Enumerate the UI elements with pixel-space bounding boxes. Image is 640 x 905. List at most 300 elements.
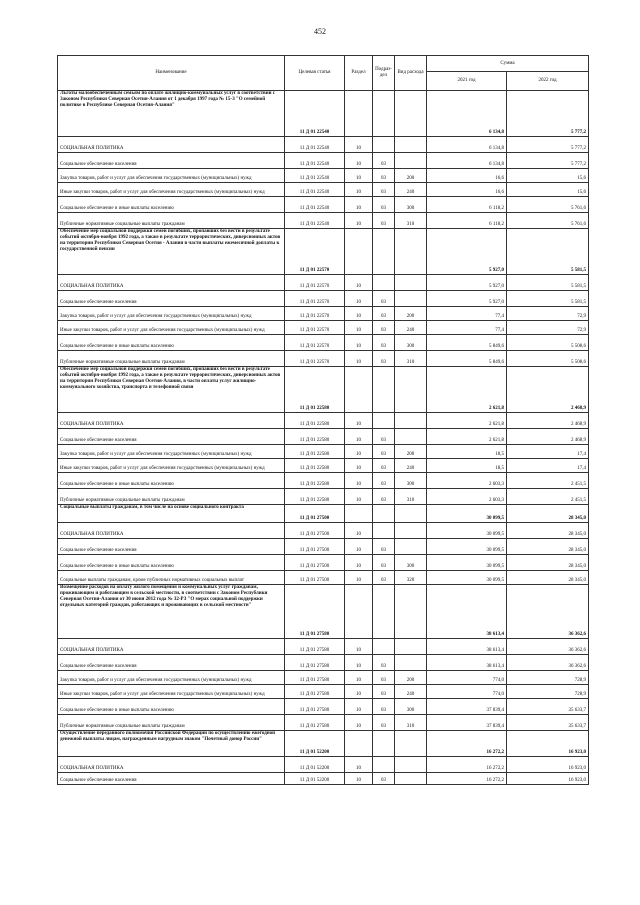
row-razdel: 10 xyxy=(345,685,373,699)
row-value-2021: 16 272,2 xyxy=(427,773,507,785)
row-value-2021: 37 839,4 xyxy=(427,699,507,715)
row-value-2022: 28 345,0 xyxy=(507,505,589,523)
row-vid: 200 xyxy=(395,445,427,459)
row-vid xyxy=(395,413,427,429)
row-razdel: 10 xyxy=(345,523,373,539)
row-vid xyxy=(395,91,427,137)
row-code: 11 Д 01 22540 xyxy=(285,197,345,213)
row-value-2021: 5 849,6 xyxy=(427,335,507,351)
row-code: 11 Д 01 52200 xyxy=(285,731,345,757)
row-value-2022: 5 777,2 xyxy=(507,137,589,153)
row-value-2021: 6 134,8 xyxy=(427,137,507,153)
row-code: 11 Д 01 22580 xyxy=(285,473,345,489)
header-row xyxy=(58,56,589,72)
row-value-2021: 6 118,2 xyxy=(427,197,507,213)
table-row xyxy=(58,321,589,335)
row-name: Закупка товаров, работ и услуг для обеспечения государственных (муниципальных) нужд xyxy=(58,169,285,183)
row-vid xyxy=(395,367,427,413)
row-value-2021: 5 927,0 xyxy=(427,229,507,275)
row-value-2022: 5 777,2 xyxy=(507,91,589,137)
header-vid: Вид расхода xyxy=(395,56,427,91)
row-name: Социальные выплаты гражданам, в том числе на основе социального контракта xyxy=(58,505,285,523)
row-code: 11 Д 01 27580 xyxy=(285,655,345,671)
row-value-2022: 36 362,6 xyxy=(507,655,589,671)
row-value-2022: 5 761,6 xyxy=(507,213,589,229)
row-podrazdel xyxy=(373,367,395,413)
budget-table xyxy=(57,55,589,785)
table-body xyxy=(58,91,589,785)
row-vid xyxy=(395,773,427,785)
row-value-2022: 35 633,7 xyxy=(507,699,589,715)
table-row xyxy=(58,473,589,489)
row-podrazdel: 03 xyxy=(373,715,395,731)
table-row xyxy=(58,539,589,555)
table-row xyxy=(58,699,589,715)
row-name: Социальное обеспечение и иные выплаты населению xyxy=(58,197,285,213)
row-name: СОЦИАЛЬНАЯ ПОЛИТИКА xyxy=(58,275,285,291)
row-vid: 240 xyxy=(395,685,427,699)
row-name: Социальное обеспечение и иные выплаты населению xyxy=(58,335,285,351)
table-row xyxy=(58,715,589,731)
row-vid xyxy=(395,655,427,671)
row-value-2022: 16 923,0 xyxy=(507,757,589,773)
table-row xyxy=(58,655,589,671)
row-podrazdel: 03 xyxy=(373,671,395,685)
row-name: Социальные выплаты гражданам, кроме публичных нормативных социальных выплат xyxy=(58,571,285,585)
row-podrazdel: 03 xyxy=(373,307,395,321)
row-vid: 300 xyxy=(395,335,427,351)
row-value-2021: 6 118,2 xyxy=(427,213,507,229)
row-name: Иные закупки товаров, работ и услуг для обеспечения государственных (муниципальных) нужд xyxy=(58,685,285,699)
row-podrazdel xyxy=(373,275,395,291)
row-value-2022: 2 451,5 xyxy=(507,489,589,505)
page-number: 452 xyxy=(314,27,326,36)
row-vid: 240 xyxy=(395,321,427,335)
table-row xyxy=(58,731,589,757)
row-razdel: 10 xyxy=(345,757,373,773)
row-razdel: 10 xyxy=(345,153,373,169)
row-code: 11 Д 01 22570 xyxy=(285,321,345,335)
row-vid: 200 xyxy=(395,307,427,321)
row-podrazdel xyxy=(373,639,395,655)
row-razdel: 10 xyxy=(345,539,373,555)
row-code: 11 Д 01 52200 xyxy=(285,757,345,773)
row-vid xyxy=(395,275,427,291)
table-row xyxy=(58,351,589,367)
row-name: СОЦИАЛЬНАЯ ПОЛИТИКА xyxy=(58,523,285,539)
row-podrazdel xyxy=(373,137,395,153)
row-podrazdel: 03 xyxy=(373,335,395,351)
table-row xyxy=(58,445,589,459)
table-row xyxy=(58,137,589,153)
row-razdel: 10 xyxy=(345,275,373,291)
row-value-2021: 38 613,4 xyxy=(427,639,507,655)
row-value-2021: 2 603,3 xyxy=(427,489,507,505)
row-value-2021: 30 099,5 xyxy=(427,555,507,571)
row-value-2021: 37 839,4 xyxy=(427,715,507,731)
header-code: Целевая статья xyxy=(285,56,345,91)
row-code: 11 Д 01 22570 xyxy=(285,291,345,307)
row-name: Обеспечение мер социальной поддержки семей погибших, пропавших без вести в результате событий октября-ноября 1992 года, а также в результате террористических, диверсионных актов на территории Республики Северная Осетия-Алания, в части оплаты услуг жилищно-коммунального хозяйства, транспорта и телефонной связи xyxy=(58,367,285,413)
row-podrazdel xyxy=(373,523,395,539)
table-row xyxy=(58,229,589,275)
row-code: 11 Д 01 22570 xyxy=(285,335,345,351)
row-code: 11 Д 01 52200 xyxy=(285,773,345,785)
row-vid: 310 xyxy=(395,715,427,731)
row-razdel xyxy=(345,731,373,757)
row-name: Закупка товаров, работ и услуг для обеспечения государственных (муниципальных) нужд xyxy=(58,307,285,321)
table-row xyxy=(58,505,589,523)
row-code: 11 Д 01 22570 xyxy=(285,351,345,367)
table-row xyxy=(58,367,589,413)
row-razdel: 10 xyxy=(345,183,373,197)
row-razdel: 10 xyxy=(345,489,373,505)
row-vid xyxy=(395,291,427,307)
row-value-2021: 5 849,6 xyxy=(427,351,507,367)
header-name: Наименование xyxy=(58,56,285,91)
row-value-2022: 728,9 xyxy=(507,671,589,685)
row-razdel: 10 xyxy=(345,571,373,585)
row-vid xyxy=(395,639,427,655)
table-row xyxy=(58,757,589,773)
row-value-2021: 16,6 xyxy=(427,183,507,197)
row-name: Публичные нормативные социальные выплаты гражданам xyxy=(58,213,285,229)
row-value-2022: 36 362,6 xyxy=(507,639,589,655)
row-razdel xyxy=(345,585,373,639)
row-vid: 310 xyxy=(395,351,427,367)
row-name: Льготы малообеспеченным семьям по оплате жилищно-коммунальных услуг в соответствии с Законом Республики Северная Осетия-Алания от 1 декабря 1997 года № 15-З "О семейной политике в Республике Северная Осетия-Алания" xyxy=(58,91,285,137)
row-podrazdel xyxy=(373,229,395,275)
row-vid xyxy=(395,429,427,445)
row-value-2022: 2 468,9 xyxy=(507,367,589,413)
row-podrazdel xyxy=(373,505,395,523)
row-razdel: 10 xyxy=(345,197,373,213)
table-row xyxy=(58,571,589,585)
row-code: 11 Д 01 22580 xyxy=(285,459,345,473)
row-code: 11 Д 01 22580 xyxy=(285,367,345,413)
row-podrazdel: 03 xyxy=(373,539,395,555)
row-podrazdel: 03 xyxy=(373,685,395,699)
row-code: 11 Д 01 27500 xyxy=(285,539,345,555)
row-value-2021: 774,0 xyxy=(427,671,507,685)
row-name: СОЦИАЛЬНАЯ ПОЛИТИКА xyxy=(58,137,285,153)
row-value-2022: 35 633,7 xyxy=(507,715,589,731)
row-podrazdel: 03 xyxy=(373,183,395,197)
row-value-2021: 18,5 xyxy=(427,459,507,473)
table-row xyxy=(58,773,589,785)
table-row xyxy=(58,153,589,169)
row-vid: 200 xyxy=(395,671,427,685)
row-podrazdel xyxy=(373,731,395,757)
row-vid xyxy=(395,757,427,773)
header-sum: Сумма xyxy=(427,56,589,72)
row-value-2021: 16 272,2 xyxy=(427,757,507,773)
row-value-2022: 16 923,0 xyxy=(507,731,589,757)
row-razdel: 10 xyxy=(345,307,373,321)
row-value-2021: 774,0 xyxy=(427,685,507,699)
table-row xyxy=(58,685,589,699)
row-name: СОЦИАЛЬНАЯ ПОЛИТИКА xyxy=(58,413,285,429)
row-value-2022: 16 923,0 xyxy=(507,773,589,785)
row-vid: 300 xyxy=(395,699,427,715)
row-podrazdel: 03 xyxy=(373,169,395,183)
row-name: Закупка товаров, работ и услуг для обеспечения государственных (муниципальных) нужд xyxy=(58,671,285,685)
row-code: 11 Д 01 22570 xyxy=(285,307,345,321)
row-value-2022: 5 761,6 xyxy=(507,197,589,213)
row-razdel: 10 xyxy=(345,335,373,351)
row-code: 11 Д 01 27580 xyxy=(285,671,345,685)
row-name: Обеспечение мер социальной поддержки семей погибших, пропавших без вести в результате событий октября-ноября 1992 года, а также в результате террористических, диверсионных актов на территории Республики Северная Осетия - Алания в части выплаты ежемесячной доплаты к государственной пенсии xyxy=(58,229,285,275)
row-code: 11 Д 01 27500 xyxy=(285,571,345,585)
header-year-2021: 2021 год xyxy=(427,72,507,91)
row-razdel: 10 xyxy=(345,459,373,473)
row-razdel xyxy=(345,91,373,137)
table-row xyxy=(58,639,589,655)
row-value-2022: 15,6 xyxy=(507,169,589,183)
row-podrazdel: 03 xyxy=(373,445,395,459)
table-row xyxy=(58,197,589,213)
row-podrazdel xyxy=(373,585,395,639)
row-podrazdel: 03 xyxy=(373,489,395,505)
table-row xyxy=(58,275,589,291)
row-podrazdel: 03 xyxy=(373,473,395,489)
table-row xyxy=(58,307,589,321)
row-razdel: 10 xyxy=(345,213,373,229)
row-code: 11 Д 01 27580 xyxy=(285,685,345,699)
table-row xyxy=(58,585,589,639)
row-vid: 200 xyxy=(395,169,427,183)
row-podrazdel: 03 xyxy=(373,655,395,671)
row-value-2022: 5 581,5 xyxy=(507,229,589,275)
row-vid xyxy=(395,539,427,555)
row-razdel: 10 xyxy=(345,699,373,715)
table-row xyxy=(58,335,589,351)
row-value-2021: 38 613,4 xyxy=(427,585,507,639)
row-vid: 240 xyxy=(395,459,427,473)
row-razdel: 10 xyxy=(345,671,373,685)
row-name: Социальное обеспечение и иные выплаты населению xyxy=(58,473,285,489)
row-razdel: 10 xyxy=(345,351,373,367)
row-razdel xyxy=(345,505,373,523)
table-row xyxy=(58,489,589,505)
row-value-2021: 77,4 xyxy=(427,321,507,335)
row-value-2022: 36 362,6 xyxy=(507,585,589,639)
row-vid: 300 xyxy=(395,555,427,571)
row-name: Публичные нормативные социальные выплаты гражданам xyxy=(58,715,285,731)
row-razdel: 10 xyxy=(345,445,373,459)
row-razdel: 10 xyxy=(345,473,373,489)
row-podrazdel: 03 xyxy=(373,351,395,367)
row-value-2021: 2 621,8 xyxy=(427,367,507,413)
row-podrazdel: 03 xyxy=(373,459,395,473)
row-razdel: 10 xyxy=(345,655,373,671)
row-value-2021: 77,4 xyxy=(427,307,507,321)
row-name: СОЦИАЛЬНАЯ ПОЛИТИКА xyxy=(58,757,285,773)
row-code: 11 Д 01 22540 xyxy=(285,153,345,169)
row-code: 11 Д 01 27580 xyxy=(285,699,345,715)
row-value-2021: 16 272,2 xyxy=(427,731,507,757)
row-podrazdel: 03 xyxy=(373,197,395,213)
row-value-2021: 6 134,8 xyxy=(427,153,507,169)
row-razdel: 10 xyxy=(345,715,373,731)
row-code: 11 Д 01 27500 xyxy=(285,505,345,523)
row-value-2021: 2 621,8 xyxy=(427,429,507,445)
row-podrazdel: 03 xyxy=(373,699,395,715)
row-podrazdel: 03 xyxy=(373,555,395,571)
row-value-2022: 5 508,6 xyxy=(507,335,589,351)
row-vid xyxy=(395,505,427,523)
row-name: Социальное обеспечение населения xyxy=(58,655,285,671)
row-code: 11 Д 01 22540 xyxy=(285,137,345,153)
row-vid xyxy=(395,731,427,757)
table-row xyxy=(58,413,589,429)
row-value-2022: 28 345,0 xyxy=(507,571,589,585)
row-vid: 310 xyxy=(395,213,427,229)
row-value-2022: 728,9 xyxy=(507,685,589,699)
row-value-2021: 30 099,5 xyxy=(427,523,507,539)
row-value-2022: 5 581,5 xyxy=(507,291,589,307)
row-podrazdel: 03 xyxy=(373,153,395,169)
row-vid: 320 xyxy=(395,571,427,585)
row-podrazdel: 03 xyxy=(373,571,395,585)
row-name: Социальное обеспечение и иные выплаты населению xyxy=(58,699,285,715)
row-razdel xyxy=(345,367,373,413)
row-name: Социальное обеспечение населения xyxy=(58,153,285,169)
row-code: 11 Д 01 22580 xyxy=(285,445,345,459)
row-razdel: 10 xyxy=(345,429,373,445)
table-row xyxy=(58,183,589,197)
row-podrazdel xyxy=(373,413,395,429)
row-podrazdel: 03 xyxy=(373,321,395,335)
row-code: 11 Д 01 27580 xyxy=(285,639,345,655)
row-value-2022: 5 581,5 xyxy=(507,275,589,291)
row-vid: 240 xyxy=(395,183,427,197)
row-value-2021: 5 927,0 xyxy=(427,275,507,291)
row-razdel: 10 xyxy=(345,169,373,183)
row-name: Публичные нормативные социальные выплаты гражданам xyxy=(58,351,285,367)
row-name: Закупка товаров, работ и услуг для обеспечения государственных (муниципальных) нужд xyxy=(58,445,285,459)
row-razdel: 10 xyxy=(345,291,373,307)
row-value-2022: 28 345,0 xyxy=(507,555,589,571)
table-row xyxy=(58,671,589,685)
row-value-2021: 30 099,5 xyxy=(427,571,507,585)
table-row xyxy=(58,555,589,571)
row-value-2021: 30 099,5 xyxy=(427,539,507,555)
row-code: 11 Д 01 22540 xyxy=(285,169,345,183)
row-value-2022: 72,9 xyxy=(507,307,589,321)
table-row xyxy=(58,213,589,229)
row-vid xyxy=(395,153,427,169)
table-row xyxy=(58,291,589,307)
row-code: 11 Д 01 22540 xyxy=(285,183,345,197)
table-row xyxy=(58,91,589,137)
row-code: 11 Д 01 22540 xyxy=(285,213,345,229)
row-razdel: 10 xyxy=(345,555,373,571)
row-code: 11 Д 01 27580 xyxy=(285,715,345,731)
row-name: Социальное обеспечение населения xyxy=(58,291,285,307)
row-vid xyxy=(395,137,427,153)
row-vid xyxy=(395,585,427,639)
header-podrazdel: Подраз-дел xyxy=(373,56,395,91)
row-name: СОЦИАЛЬНАЯ ПОЛИТИКА xyxy=(58,639,285,655)
row-value-2022: 2 468,9 xyxy=(507,413,589,429)
row-name: Иные закупки товаров, работ и услуг для обеспечения государственных (муниципальных) нужд xyxy=(58,183,285,197)
row-value-2021: 6 134,8 xyxy=(427,91,507,137)
row-value-2022: 28 345,0 xyxy=(507,523,589,539)
header-year-2022: 2022 год xyxy=(507,72,589,91)
row-name: Социальное обеспечение населения xyxy=(58,429,285,445)
row-vid: 300 xyxy=(395,197,427,213)
row-code: 11 Д 01 27580 xyxy=(285,585,345,639)
row-podrazdel xyxy=(373,91,395,137)
row-razdel: 10 xyxy=(345,137,373,153)
row-code: 11 Д 01 22540 xyxy=(285,91,345,137)
row-value-2021: 16,6 xyxy=(427,169,507,183)
row-razdel: 10 xyxy=(345,321,373,335)
row-name: Публичные нормативные социальные выплаты гражданам xyxy=(58,489,285,505)
row-name: Социальное обеспечение населения xyxy=(58,773,285,785)
row-code: 11 Д 01 27500 xyxy=(285,555,345,571)
row-value-2022: 17,4 xyxy=(507,459,589,473)
row-name: Осуществление переданного полномочия Российской Федерации по осуществлению ежегодной денежной выплаты лицам, награжденным нагрудным знаком "Почетный донор России" xyxy=(58,731,285,757)
row-value-2022: 15,6 xyxy=(507,183,589,197)
row-code: 11 Д 01 22570 xyxy=(285,275,345,291)
row-value-2021: 5 927,0 xyxy=(427,291,507,307)
row-value-2021: 18,5 xyxy=(427,445,507,459)
row-vid xyxy=(395,523,427,539)
table-row xyxy=(58,459,589,473)
row-podrazdel: 03 xyxy=(373,429,395,445)
header-razdel: Раздел xyxy=(345,56,373,91)
row-code: 11 Д 01 22580 xyxy=(285,429,345,445)
row-name: Социальное обеспечение и иные выплаты населению xyxy=(58,555,285,571)
row-name: Иные закупки товаров, работ и услуг для обеспечения государственных (муниципальных) нужд xyxy=(58,459,285,473)
row-podrazdel xyxy=(373,757,395,773)
row-razdel: 10 xyxy=(345,639,373,655)
row-code: 11 Д 01 22570 xyxy=(285,229,345,275)
row-value-2022: 2 468,9 xyxy=(507,429,589,445)
row-value-2021: 38 613,4 xyxy=(427,655,507,671)
row-code: 11 Д 01 27500 xyxy=(285,523,345,539)
row-podrazdel: 03 xyxy=(373,213,395,229)
row-value-2022: 72,9 xyxy=(507,321,589,335)
row-razdel xyxy=(345,229,373,275)
row-value-2022: 17,4 xyxy=(507,445,589,459)
row-value-2021: 30 099,5 xyxy=(427,505,507,523)
row-value-2021: 2 603,3 xyxy=(427,473,507,489)
row-vid: 300 xyxy=(395,473,427,489)
row-podrazdel: 03 xyxy=(373,291,395,307)
row-code: 11 Д 01 22580 xyxy=(285,413,345,429)
row-razdel: 10 xyxy=(345,413,373,429)
row-name: Социальное обеспечение населения xyxy=(58,539,285,555)
row-name: Иные закупки товаров, работ и услуг для обеспечения государственных (муниципальных) нужд xyxy=(58,321,285,335)
row-value-2021: 2 621,8 xyxy=(427,413,507,429)
row-razdel: 10 xyxy=(345,773,373,785)
row-podrazdel: 03 xyxy=(373,773,395,785)
row-code: 11 Д 01 22580 xyxy=(285,489,345,505)
table-row xyxy=(58,429,589,445)
row-value-2022: 28 345,0 xyxy=(507,539,589,555)
row-vid: 310 xyxy=(395,489,427,505)
table-row xyxy=(58,523,589,539)
row-vid xyxy=(395,229,427,275)
row-value-2022: 5 777,2 xyxy=(507,153,589,169)
row-name: Возмещение расходов на оплату жилого помещения и коммунальных услуг гражданам, проживающим и работающим в сельской местности, в соответствии с Законом Республики Северная Осетия-Алания от 30 июня 2012 года № 32-РЗ "О мерах социальной поддержки отдельных категорий граждан, работающих и проживающих в сельской местности" xyxy=(58,585,285,639)
row-value-2022: 5 508,6 xyxy=(507,351,589,367)
row-value-2022: 2 451,5 xyxy=(507,473,589,489)
table-row xyxy=(58,169,589,183)
